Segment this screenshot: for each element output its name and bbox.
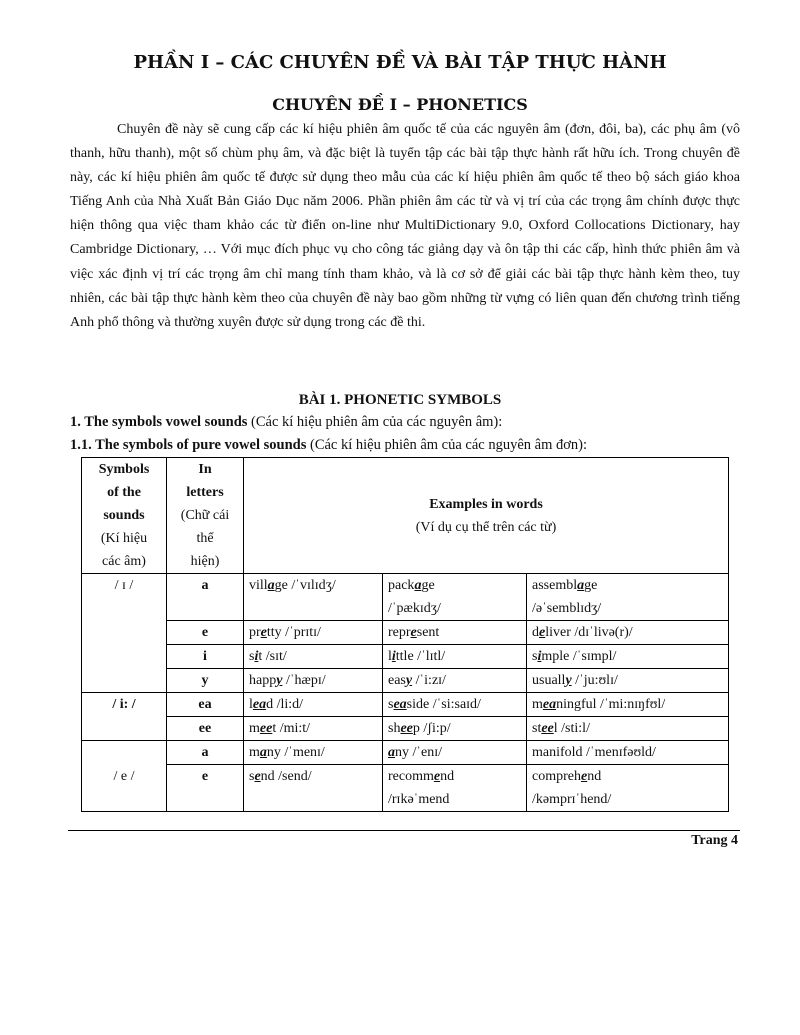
header-text: of the bbox=[107, 485, 141, 500]
symbol-cell bbox=[82, 574, 167, 693]
section-heading-note: (Các kí hiệu phiên âm của các nguyên âm đơn): bbox=[306, 437, 588, 453]
letter-cell: a bbox=[167, 574, 244, 621]
page-number: Trang 4 bbox=[691, 833, 738, 848]
example-cell: easy /ˈi:zɪ/ bbox=[383, 669, 527, 693]
header-text: (Kí hiệu bbox=[100, 531, 148, 546]
example-cell: simple /ˈsɪmpl/ bbox=[527, 645, 729, 669]
header-text: sounds bbox=[103, 508, 145, 523]
page-title: PHẦN I – CÁC CHUYÊN ĐỀ VÀ BÀI TẬP THỰC HÀNH bbox=[133, 52, 667, 73]
section-heading-note: (Các kí hiệu phiên âm của các nguyên âm): bbox=[247, 414, 503, 430]
example-cell: many /ˈmenɪ/ bbox=[244, 741, 383, 765]
example-cell: comprehend /kəmprɪˈhend/ bbox=[527, 765, 729, 812]
letter-cell: ee bbox=[167, 717, 244, 741]
header-text: (Ví dụ cụ thể trên các từ) bbox=[415, 519, 557, 535]
letter-cell: a bbox=[167, 741, 244, 765]
example-cell: usually /ˈju:ʊlɪ/ bbox=[527, 669, 729, 693]
header-text: (Chữ cái bbox=[180, 508, 230, 523]
section-heading-vowels bbox=[70, 414, 502, 431]
table-header-row bbox=[82, 458, 729, 574]
section-heading-bold: 1. The symbols vowel sounds bbox=[70, 414, 248, 430]
table-row bbox=[82, 645, 729, 669]
example-cell: send /send/ bbox=[244, 765, 383, 812]
symbol-cell bbox=[82, 693, 167, 741]
example-cell: little /ˈlɪtl/ bbox=[383, 645, 527, 669]
header-text: In bbox=[198, 462, 212, 477]
symbol-text: / i: / bbox=[112, 697, 136, 712]
lesson-title: BÀI 1. PHONETIC SYMBOLS bbox=[298, 392, 502, 408]
table-row bbox=[82, 574, 729, 621]
header-letters bbox=[167, 458, 244, 574]
example-cell: meaningful /ˈmi:nɪŋfʊl/ bbox=[527, 693, 729, 717]
intro-text: Chuyên đề này sẽ cung cấp các kí hiệu phiên âm quốc tế của các nguyên âm (đơn, đôi, ba), các phụ âm (vô thanh, hữu thanh), một số chùm phụ âm, và đặc biệt là tuyển tập các bài tập thực hành rất hữu ích. Trong chuyên đề này, các kí hiệu phiên âm quốc tế được sử dụng theo mẫu của các kí hiệu phiên âm quốc tế theo bộ sách giáo khoa Tiếng Anh của Nhà Xuất Bản Giáo Dục năm 2006. Phần phiên âm các từ và vị trí của các trọng âm chính được thực hiện thông qua việc tham khảo các từ điển on-line như MultiDictionary 9.0, Oxford Collocations Dictionary, hay Cambridge Dictionary, … Với mục đích phục vụ cho công tác giảng dạy và ôn tập thi các cấp, hình thức phiên âm và việc xác định vị trí các trọng âm chỉ mang tính tham khảo, và là cơ sở để giải các bài tập thực hành kèm theo, tuy nhiên, các bài tập thực hành kèm theo của chuyên đề này bao gồm những từ vựng có liên quan đến chương trình tiếng Anh phổ thông và thường xuyên được sử dụng trong các đề thi. bbox=[70, 122, 740, 330]
phonetic-symbols-table bbox=[81, 457, 729, 812]
example-cell: pretty /ˈprɪtɪ/ bbox=[244, 621, 383, 645]
example-cell: sit /sɪt/ bbox=[244, 645, 383, 669]
table-row bbox=[82, 669, 729, 693]
header-examples bbox=[244, 458, 729, 574]
symbol-text: / ɪ / bbox=[114, 578, 134, 593]
example-cell: assemblage /əˈsemblɪdʒ/ bbox=[527, 574, 729, 621]
table-row bbox=[82, 717, 729, 741]
header-text: Examples in words bbox=[429, 496, 543, 512]
example-cell: represent bbox=[383, 621, 527, 645]
example-cell: manifold /ˈmenɪfəʊld/ bbox=[527, 741, 729, 765]
example-cell: seaside /ˈsi:saɪd/ bbox=[383, 693, 527, 717]
example-cell: lead /li:d/ bbox=[244, 693, 383, 717]
example-cell: steel /sti:l/ bbox=[527, 717, 729, 741]
symbol-cell bbox=[82, 741, 167, 812]
footer-divider bbox=[68, 830, 740, 831]
example-cell: any /ˈenɪ/ bbox=[383, 741, 527, 765]
letter-cell: i bbox=[167, 645, 244, 669]
table-row bbox=[82, 741, 729, 765]
symbol-text: / e / bbox=[113, 768, 135, 784]
letter-cell: e bbox=[167, 621, 244, 645]
header-text: thể bbox=[196, 531, 214, 546]
intro-paragraph bbox=[70, 118, 740, 335]
letter-cell: ea bbox=[167, 693, 244, 717]
letter-cell: y bbox=[167, 669, 244, 693]
section-heading-pure-vowels bbox=[70, 437, 587, 454]
table-row bbox=[82, 765, 729, 812]
header-text: Symbols bbox=[98, 462, 150, 477]
header-text: letters bbox=[186, 485, 224, 500]
chapter-title: CHUYÊN ĐỀ I – PHONETICS bbox=[272, 95, 528, 114]
example-cell: meet /mi:t/ bbox=[244, 717, 383, 741]
example-cell: recommend /rɪkəˈmend bbox=[383, 765, 527, 812]
header-text: các âm) bbox=[102, 554, 146, 569]
letter-cell: e bbox=[167, 765, 244, 812]
example-cell: package /ˈpækɪdʒ/ bbox=[383, 574, 527, 621]
table-row bbox=[82, 693, 729, 717]
header-symbols bbox=[82, 458, 167, 574]
table-row bbox=[82, 621, 729, 645]
example-cell: village /ˈvɪlɪdʒ/ bbox=[244, 574, 383, 621]
example-cell: happy /ˈhæpɪ/ bbox=[244, 669, 383, 693]
example-cell: deliver /dɪˈlivə(r)/ bbox=[527, 621, 729, 645]
section-heading-bold: 1.1. The symbols of pure vowel sounds bbox=[70, 437, 307, 453]
header-text: hiện) bbox=[190, 554, 220, 569]
example-cell: sheep /ʃi:p/ bbox=[383, 717, 527, 741]
